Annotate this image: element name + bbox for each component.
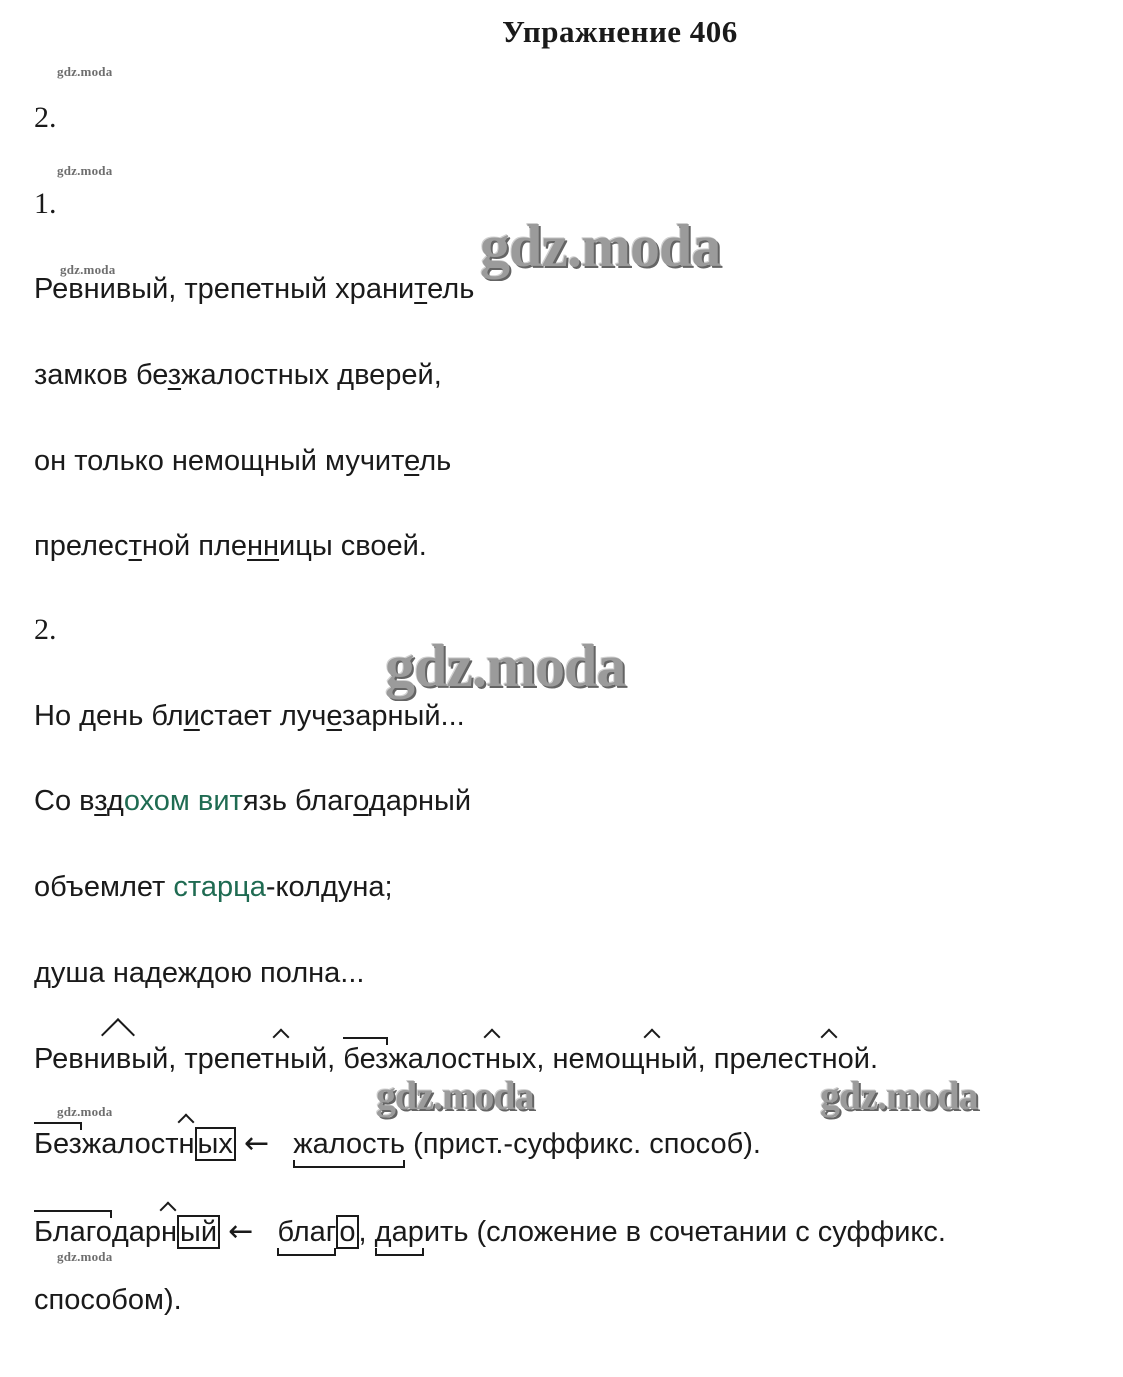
watermark-small: gdz.moda	[57, 1104, 113, 1119]
word-analysis-2-cont: способом).	[34, 1284, 182, 1316]
item-number: 1.	[34, 187, 57, 220]
watermark-large: gdz.moda	[376, 1073, 534, 1118]
watermark-large: gdz.moda	[480, 213, 721, 279]
item-number: 2.	[34, 613, 57, 646]
poem2-line2: Со вздохом витязь благодарный	[34, 785, 472, 817]
adjectives-list: Ревнивый, трепетный, безжалостных, немощный, прелестной.	[34, 1043, 879, 1075]
poem1-line1: Ревнивый, трепетный хранитель	[34, 273, 475, 305]
word-analysis-1: Безжалостн ых ← жалость (прист.-суффикс. способ).	[34, 1126, 761, 1161]
poem1-line2: замков безжалостных дверей,	[34, 359, 442, 391]
watermark-small: gdz.moda	[57, 1249, 113, 1264]
poem1-line4: прелестной пленницы своей.	[34, 530, 427, 562]
poem2-line3: объемлет старца-колдуна;	[34, 871, 393, 903]
poem1-line3: он только немощный мучитель	[34, 445, 452, 477]
word-analysis-2: Благодарн ый ← благ о , дарить (сложение в сочетании с суффикс.	[34, 1214, 946, 1249]
page-title: Упражнение 406	[502, 14, 738, 49]
watermark-large: gdz.moda	[820, 1073, 978, 1118]
poem2-line4: душа надеждою полна...	[34, 957, 365, 989]
watermark-small: gdz.moda	[57, 64, 113, 79]
watermark-small: gdz.moda	[60, 262, 116, 277]
watermark-small: gdz.moda	[57, 163, 113, 178]
item-number: 2.	[34, 101, 57, 134]
watermark-large: gdz.moda	[385, 633, 626, 699]
poem2-line1: Но день блистает лучезарный...	[34, 700, 465, 732]
